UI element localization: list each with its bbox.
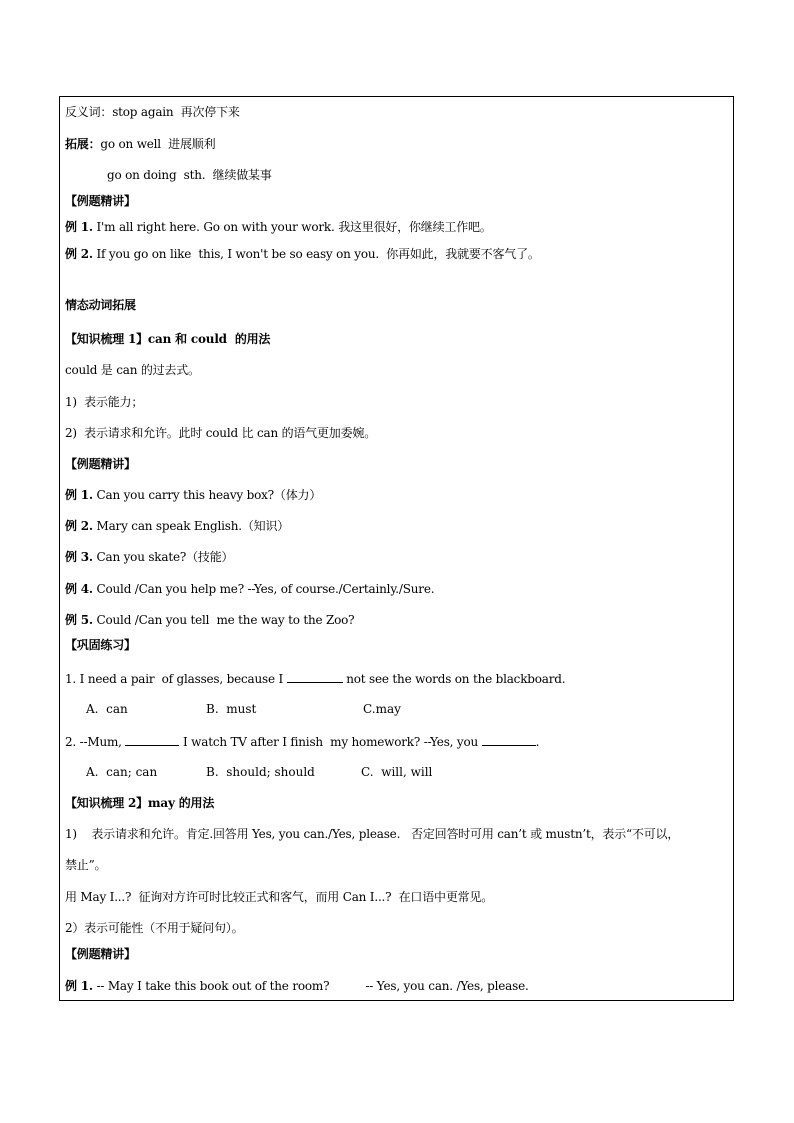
exercise-question-2 [65,733,539,750]
section-heading-examples: 【例题精讲】 [65,194,136,208]
example-line [65,549,233,565]
question-text: not see the words on the blackboard. [342,672,566,686]
example-line [65,581,434,597]
option-b: B. must [206,702,257,716]
question-text: 2. --Mum, [65,735,126,749]
question-text: I watch TV after I finish my homework? --Yes, you [179,735,482,749]
question-text: . [535,735,540,749]
example-text: I'm all right here. Go on with your work. 我这里很好，你继续工作吧。 [92,220,492,234]
extension-line [65,136,215,152]
body-line: 1) 表示能力； [65,395,144,409]
example-line [65,978,529,994]
body-line: 用 May I...? 征询对方许可时比较正式和客气，而用 Can I...? 在口语中更常见。 [65,890,494,904]
body-line: could 是 can 的过去式。 [65,363,200,377]
example-label: 例 1. [65,488,93,502]
option-a: A. can; can [86,765,158,779]
knowledge-heading-1: 【知识梳理 1】can 和 could 的用法 [65,332,271,346]
example-label: 例 1. [65,220,93,234]
extension-line-2: go on doing sth. 继续做某事 [107,168,272,182]
example-text: Can you carry this heavy box?（体力） [92,488,322,502]
body-line: 1) 表示请求和允许。肯定.回答用 Yes, you can./Yes, please. 否定回答时可用 can’t 或 mustn’t，表示“不可以， [65,827,680,841]
example-label: 例 4. [65,582,93,596]
question-text: 1. I need a pair of glasses, because I [65,672,287,686]
example-label: 例 2. [65,247,93,261]
example-line [65,487,321,503]
section-heading-practice: 【巩固练习】 [65,638,136,652]
example-line [65,219,492,235]
example-text: -- May I take this book out of the room? -- Yes, you can. /Yes, please. [92,979,529,993]
option-c: C. will, will [361,765,433,779]
option-c: C.may [363,702,401,716]
section-heading-examples: 【例题精讲】 [65,457,136,471]
option-a: A. can [86,702,128,716]
body-line: 2) 表示请求和允许。此时 could 比 can 的语气更加委婉。 [65,426,377,440]
example-label: 例 2. [65,519,93,533]
answer-blank[interactable] [125,733,179,746]
example-line [65,246,540,262]
section-heading-examples: 【例题精讲】 [65,947,136,961]
exercise-question-1 [65,670,565,687]
option-b: B. should; should [206,765,315,779]
example-label: 例 3. [65,550,93,564]
example-line [65,612,354,628]
extension-text: go on well 进展顺利 [100,137,216,151]
example-label: 例 5. [65,613,93,627]
example-text: Mary can speak English.（知识） [92,519,290,533]
example-text: If you go on like this, I won't be so easy on you. 你再如此，我就要不客气了。 [92,247,540,261]
example-label: 例 1. [65,979,93,993]
answer-blank[interactable] [482,733,536,746]
section-title-modal-verbs: 情态动词拓展 [65,298,136,312]
antonym-line: 反义词：stop again 再次停下来 [65,105,240,119]
extension-label: 拓展： [65,137,101,151]
body-line: 2）表示可能性（不用于疑问句）。 [65,921,244,935]
knowledge-heading-2: 【知识梳理 2】may 的用法 [65,796,215,810]
example-text: Could /Can you help me? --Yes, of course./Certainly./Sure. [92,582,435,596]
example-line [65,518,289,534]
example-text: Could /Can you tell me the way to the Zoo? [92,613,355,627]
answer-blank[interactable] [287,670,343,683]
example-text: Can you skate?（技能） [92,550,234,564]
body-line: 禁止”。 [65,858,107,872]
